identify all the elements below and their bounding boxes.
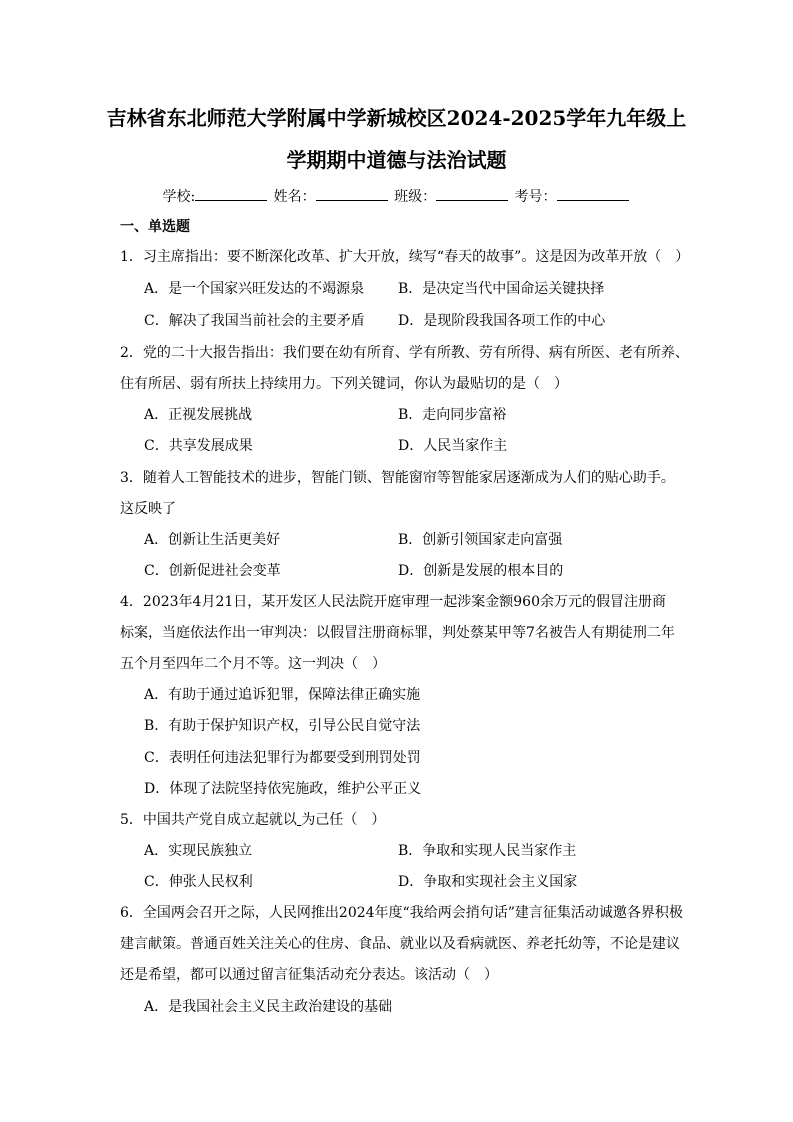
q5-stem xyxy=(120,810,385,830)
school-label: 学校: xyxy=(162,189,196,205)
q2-stem-line-2: 住有所居、弱有所扶上持续用力。下列关键词，你认为最贴切的是（ ） xyxy=(120,376,568,392)
q5-option-b: B．争取和实现人民当家作主 xyxy=(398,843,577,859)
q4-stem-line-2: 标案，当庭依法作出一审判决：以假冒注册商标罪，判处蔡某甲等7名被告人有期徒刑二年 xyxy=(120,625,675,641)
q1-option-c: C．解决了我国当前社会的主要矛盾 xyxy=(144,313,365,329)
q2-option-d: D．人民当家作主 xyxy=(398,438,508,454)
q3-option-d: D．创新是发展的根本目的 xyxy=(398,563,564,579)
class-label: 班级： xyxy=(394,189,437,205)
title-line-1: 吉林省东北师范大学附属中学新城校区2024-2025学年九年级上 xyxy=(106,106,687,130)
q5-stem-post: 为己任（ ） xyxy=(301,812,386,828)
exam-no-blank xyxy=(557,186,629,201)
q2-option-c: C．共享发展成果 xyxy=(144,438,253,454)
q5-option-c: C．伸张人民权利 xyxy=(144,874,253,890)
q3-stem-line-2: 这反映了 xyxy=(120,501,176,517)
name-label: 姓名： xyxy=(273,189,316,205)
q4-option-a: A．有助于通过追诉犯罪，保障法律正确实施 xyxy=(144,687,421,703)
q3-option-b: B．创新引领国家走向富强 xyxy=(398,532,563,548)
q6-stem-line-3: 还是希望，都可以通过留言征集活动充分表达。该活动（ ） xyxy=(120,967,498,983)
q4-option-c: C．表明任何违法犯罪行为都要受到刑罚处罚 xyxy=(144,750,421,766)
q3-option-a: A．创新让生活更美好 xyxy=(144,532,281,548)
q3-stem-line-1: 3．随着人工智能技术的进步，智能门锁、智能窗帘等智能家居逐渐成为人们的贴心助手。 xyxy=(120,470,675,486)
q1-option-d: D．是现阶段我国各项工作的中心 xyxy=(398,313,606,329)
q2-stem-line-1: 2．党的二十大报告指出：我们要在幼有所育、学有所教、劳有所得、病有所医、老有所养、 xyxy=(120,345,689,361)
q6-stem-line-2: 建言献策。普通百姓关注关心的住房、食品、就业以及看病就医、养老托幼等，不论是建议 xyxy=(120,936,680,952)
student-info-row xyxy=(0,186,793,207)
q4-stem-line-3: 五个月至四年二个月不等。这一判决（ ） xyxy=(120,656,386,672)
title-line-2: 学期期中道德与法治试题 xyxy=(286,148,507,172)
q1-option-b: B．是决定当代中国命运关键抉择 xyxy=(398,281,605,297)
q2-option-a: A．正视发展挑战 xyxy=(144,407,253,423)
q1-stem: 1．习主席指出：要不断深化改革、扩大开放，续写“春天的故事”。这是因为改革开放（ ） xyxy=(120,249,690,265)
q6-stem-line-1: 6．全国两会召开之际，人民网推出2024年度“我给两会捎句话”建言征集活动诚邀各界积极 xyxy=(120,905,683,921)
q1-option-a: A．是一个国家兴旺发达的不竭源泉 xyxy=(144,281,365,297)
class-blank xyxy=(436,186,508,201)
q2-option-b: B．走向同步富裕 xyxy=(398,407,507,423)
q4-stem-line-1: 4．2023年4月21日，某开发区人民法院开庭审理一起涉案金额960余万元的假冒注册商 xyxy=(120,594,666,610)
q4-option-d: D．体现了法院坚持依宪施政，维护公平正义 xyxy=(144,781,422,797)
q6-option-a: A．是我国社会主义民主政治建设的基础 xyxy=(144,999,393,1015)
q5-option-a: A．实现民族独立 xyxy=(144,843,253,859)
name-blank xyxy=(316,186,388,201)
q3-option-c: C．创新促进社会变革 xyxy=(144,563,281,579)
q5-stem-pre: 5．中国共产党自成立起就以 xyxy=(120,812,297,828)
q5-option-d: D．争取和实现社会主义国家 xyxy=(398,874,578,890)
q4-option-b: B．有助于保护知识产权，引导公民自觉守法 xyxy=(144,718,421,734)
school-blank xyxy=(195,186,267,201)
section-heading: 一、单选题 xyxy=(120,219,190,235)
exam-no-label: 考号： xyxy=(514,189,557,205)
